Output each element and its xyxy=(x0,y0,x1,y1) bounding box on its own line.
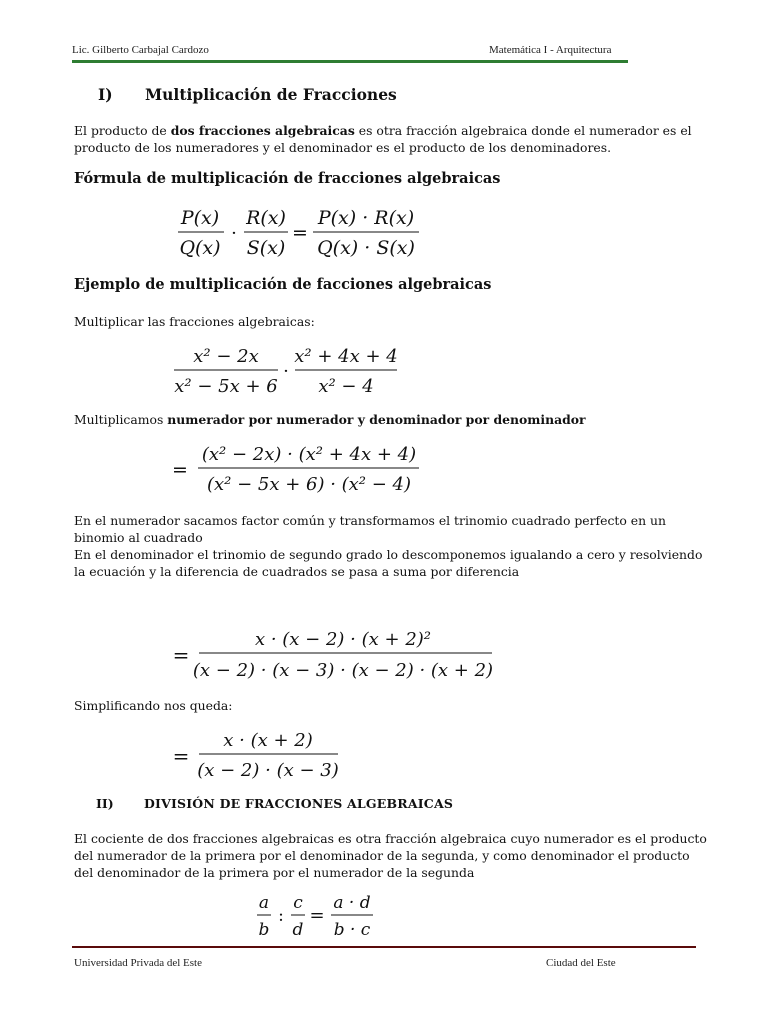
division-line1: El cociente de dos fracciones algebraicas es otra fracción algebraica cuyo numerador es el producto xyxy=(74,831,707,846)
formula6-num: a · d xyxy=(333,893,371,913)
formula6-a: a xyxy=(258,893,270,913)
formula5-den: (x − 2) · (x − 3) xyxy=(197,760,339,781)
example-heading: Ejemplo de multiplicación de facciones algebraicas xyxy=(74,276,492,293)
explanation-paragraph xyxy=(74,512,702,580)
formula1-num1: P(x) xyxy=(180,207,220,229)
formula5-num: x · (x + 2) xyxy=(223,730,313,751)
formula2-num2: x² + 4x + 4 xyxy=(294,346,398,367)
math-operator: = xyxy=(172,459,188,481)
division-line3: del denominador de la primera por el numerador de la segunda xyxy=(74,865,475,880)
formula1-num2: R(x) xyxy=(246,207,286,229)
header-rule xyxy=(72,60,628,63)
step1-text-start: Multiplicamos xyxy=(74,412,168,427)
formula-simplified xyxy=(172,725,352,783)
formula-example-fractions xyxy=(172,342,412,400)
footer-rule xyxy=(72,946,696,948)
para1-line2: binomio al cuadrado xyxy=(74,530,203,545)
section2-number: II) xyxy=(96,796,114,811)
math-operator: · xyxy=(231,223,237,244)
formula6-c: c xyxy=(293,893,303,913)
formula2-den1: x² − 5x + 6 xyxy=(174,376,278,397)
footer-city: Ciudad del Este xyxy=(546,957,616,969)
formula1-den2: S(x) xyxy=(246,237,286,259)
formula4-num: x · (x − 2) · (x + 2)² xyxy=(254,629,432,650)
intro-text-line2: producto de los numeradores y el denominador es el producto de los denominadores. xyxy=(74,140,612,155)
formula6-d: d xyxy=(292,920,304,940)
math-operator: = xyxy=(309,905,325,926)
formula2-num1: x² − 2x xyxy=(193,346,259,367)
step1-text xyxy=(74,411,586,428)
intro-paragraph xyxy=(74,122,692,156)
formula1-den3: Q(x) · S(x) xyxy=(317,237,415,259)
formula-product-expanded xyxy=(172,438,432,498)
formula4-den: (x − 2) · (x − 3) · (x − 2) · (x + 2) xyxy=(192,660,494,681)
formula1-num3: P(x) · R(x) xyxy=(317,207,415,229)
multiplicar-text: Multiplicar las fracciones algebraicas: xyxy=(74,314,315,329)
step1-bold-phrase: numerador por numerador y denominador por denominador xyxy=(167,412,586,427)
math-operator: = xyxy=(172,643,190,667)
section-number: I) xyxy=(98,85,113,104)
intro-bold-phrase: dos fracciones algebraicas xyxy=(170,123,355,138)
formula-factored xyxy=(172,622,502,684)
formula-division xyxy=(254,890,384,942)
para2-line2: la ecuación y la diferencia de cuadrados se pasa a suma por diferencia xyxy=(74,564,520,579)
math-operator: : xyxy=(278,906,284,926)
footer-university: Universidad Privada del Este xyxy=(74,957,202,969)
section2-title: DIVISIÓN DE FRACCIONES ALGEBRAICAS xyxy=(144,796,454,811)
para1-line1: En el numerador sacamos factor común y transformamos el trinomio cuadrado perfecto en un xyxy=(74,513,666,528)
section-title: Multiplicación de Fracciones xyxy=(145,85,397,104)
formula6-den: b · c xyxy=(333,920,371,940)
intro-text-end: es otra fracción algebraica donde el numerador es el xyxy=(354,123,692,138)
para2-line1: En el denominador el trinomio de segundo grado lo descomponemos igualando a cero y resolviendo xyxy=(74,547,703,562)
formula3-num: (x² − 2x) · (x² + 4x + 4) xyxy=(201,444,417,465)
header-course: Matemática I - Arquitectura xyxy=(489,44,612,56)
math-operator: · xyxy=(283,361,289,382)
division-paragraph xyxy=(74,830,707,881)
formula1-den1: Q(x) xyxy=(179,237,221,259)
formula-heading: Fórmula de multiplicación de fracciones algebraicas xyxy=(74,170,501,187)
header-author: Lic. Gilberto Carbajal Cardozo xyxy=(72,44,209,56)
math-operator: = xyxy=(292,222,308,244)
division-line2: del numerador de la primera por el denominador de la segunda, y como denominador el producto xyxy=(74,848,690,863)
formula6-b: b xyxy=(258,920,270,940)
formula2-den2: x² − 4 xyxy=(318,376,374,397)
simplificando-text: Simplificando nos queda: xyxy=(74,698,233,713)
formula-general-multiplication xyxy=(172,202,432,264)
intro-text-start: El producto de xyxy=(74,123,171,138)
math-operator: = xyxy=(172,744,190,768)
formula3-den: (x² − 5x + 6) · (x² − 4) xyxy=(206,474,412,495)
